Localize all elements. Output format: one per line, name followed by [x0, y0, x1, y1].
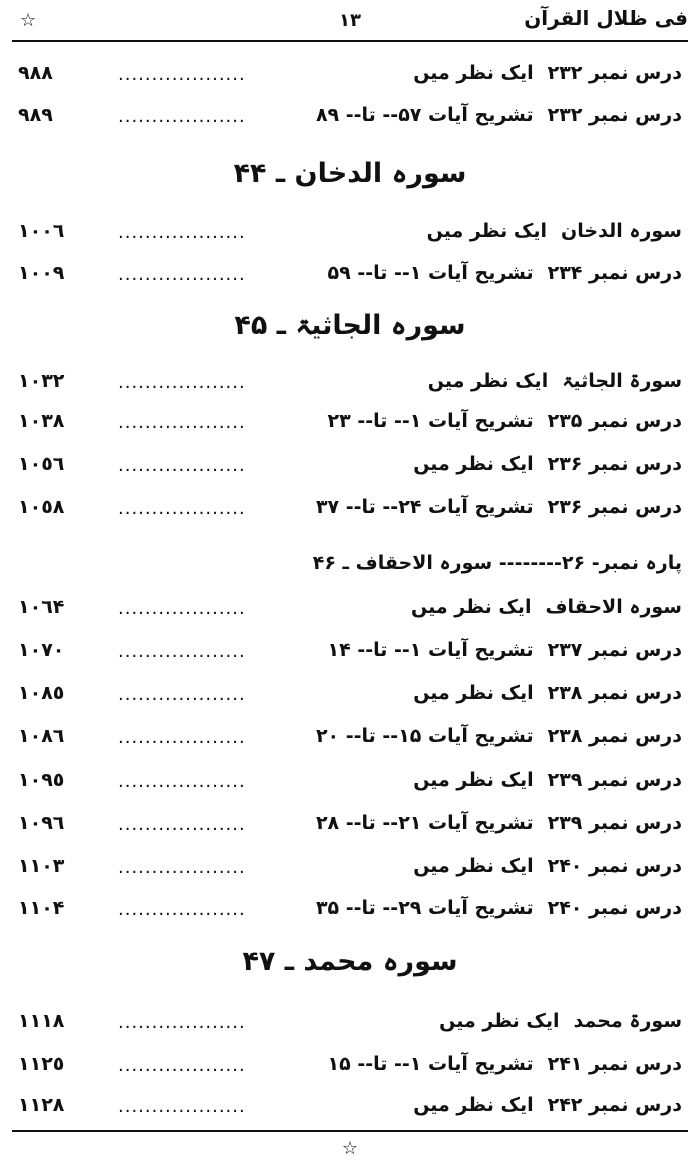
- lesson-topic: ایک نظر میں: [413, 453, 534, 475]
- lesson-topic: تشریح آیات ١-- تا-- ۵۹: [327, 262, 534, 284]
- dot-leader: ...................: [118, 1055, 246, 1076]
- lesson-label: درس نمبر ۲۳۸: [547, 682, 682, 704]
- toc-row: [18, 62, 682, 96]
- page-ref: ١٠٣٢: [18, 370, 65, 392]
- toc-row: [18, 453, 682, 487]
- lesson-label: درس نمبر ۲۴۲: [547, 1094, 682, 1116]
- page-ref: ١١٢٥: [18, 1053, 65, 1075]
- page-ref: ١٠٠٩: [18, 262, 65, 284]
- lesson-label: درس نمبر ۲۳۸: [547, 725, 682, 747]
- toc-row: [18, 1094, 682, 1128]
- toc-row: [18, 410, 682, 444]
- lesson-label: درس نمبر ۲۳۲: [547, 62, 682, 84]
- dot-leader: ...................: [118, 412, 246, 433]
- dot-leader: ...................: [118, 222, 246, 243]
- toc-row: [18, 262, 682, 296]
- lesson-label: درس نمبر ۲۴۱: [547, 1053, 682, 1075]
- lesson-topic: ایک نظر میں: [426, 220, 548, 242]
- dot-leader: ...................: [118, 498, 246, 519]
- page-ref: ١٠٠٦: [18, 220, 65, 242]
- toc-row: [18, 1053, 682, 1087]
- page-ref: ١٠٣٨: [18, 410, 65, 432]
- dot-leader: ...................: [118, 372, 246, 393]
- footer-rule: [12, 1130, 688, 1132]
- page-ref: ١٠٨٦: [18, 725, 65, 747]
- lesson-label: درس نمبر ۲۳۹: [547, 769, 682, 791]
- toc-row: [18, 855, 682, 889]
- star-icon: ☆: [341, 1138, 359, 1159]
- lesson-topic: ایک نظر میں: [413, 62, 534, 84]
- lesson-label: سورۃ الجاثیۃ: [562, 370, 682, 392]
- dot-leader: ...................: [118, 598, 246, 619]
- lesson-topic: ایک نظر میں: [413, 769, 534, 791]
- toc-row: [18, 639, 682, 673]
- dot-leader: ...................: [118, 1096, 246, 1117]
- lesson-label: درس نمبر ۲۳۲: [547, 104, 682, 126]
- header-rule: [12, 40, 688, 42]
- page-ref: ١١٢٨: [18, 1094, 65, 1116]
- toc-row: [18, 496, 682, 530]
- lesson-topic: تشریح آیات ۲۱-- تا-- ۲۸: [315, 812, 534, 834]
- page-ref: ١٠٩٦: [18, 812, 65, 834]
- lesson-label: سورۃ محمد: [573, 1010, 682, 1032]
- lesson-label: درس نمبر ۲۴۰: [547, 897, 682, 919]
- dot-leader: ...................: [118, 106, 246, 127]
- page-ref: ١٠٦۴: [18, 596, 65, 618]
- lesson-label: درس نمبر ۲۳۶: [547, 453, 682, 475]
- lesson-label: سورہ الاحقاف: [545, 596, 682, 618]
- toc-row: [18, 682, 682, 716]
- dot-leader: ...................: [118, 684, 246, 705]
- dot-leader: ...................: [118, 264, 246, 285]
- para-line: پارہ نمبر- ۲۶-------- سورہ الاحقاف ـ ۴۶: [312, 552, 682, 574]
- dot-leader: ...................: [118, 1012, 246, 1033]
- page-ref: ١٠٩٥: [18, 769, 65, 791]
- toc-row: [18, 769, 682, 803]
- dot-leader: ...................: [118, 814, 246, 835]
- lesson-label: درس نمبر ۲۳۵: [547, 410, 682, 432]
- lesson-topic: ایک نظر میں: [439, 1010, 560, 1032]
- lesson-topic: ایک نظر میں: [413, 682, 534, 704]
- toc-row: [18, 725, 682, 759]
- lesson-label: درس نمبر ۲۳۹: [547, 812, 682, 834]
- surah-heading: سورہ الجاثیۃ ـ ۴۵: [234, 310, 466, 341]
- page-ref: ٩٨٨: [18, 62, 53, 84]
- page-ref: ١٠٥٨: [18, 496, 65, 518]
- toc-row: [18, 897, 682, 931]
- dot-leader: ...................: [118, 64, 246, 85]
- page-ref: ١٠٨٥: [18, 682, 65, 704]
- lesson-topic: تشریح آیات ۲۹-- تا-- ۳۵: [315, 897, 534, 919]
- page-ref: ١١٠۴: [18, 897, 65, 919]
- dot-leader: ...................: [118, 641, 246, 662]
- lesson-topic: تشریح آیات ١-- تا-- ۱۵: [327, 1053, 534, 1075]
- lesson-label: درس نمبر ۲۴۰: [547, 855, 682, 877]
- surah-heading: سورہ الدخان ـ ۴۴: [233, 158, 467, 189]
- page-ref: ٩٨٩: [18, 104, 53, 126]
- toc-row: [18, 104, 682, 138]
- lesson-topic: تشریح آیات ١-- تا-- ۱۴: [327, 639, 534, 661]
- lesson-label: سورہ الدخان: [561, 220, 682, 242]
- dot-leader: ...................: [118, 771, 246, 792]
- toc-row: [18, 220, 682, 254]
- page-ref: ١١١٨: [18, 1010, 65, 1032]
- lesson-label: درس نمبر ۲۳۴: [547, 262, 682, 284]
- dot-leader: ...................: [118, 857, 246, 878]
- page-ref: ١١٠٣: [18, 855, 65, 877]
- lesson-label: درس نمبر ۲۳۷: [547, 639, 682, 661]
- lesson-topic: ایک نظر میں: [427, 370, 549, 392]
- toc-row: [18, 1010, 682, 1044]
- dot-leader: ...................: [118, 455, 246, 476]
- lesson-topic: ایک نظر میں: [411, 596, 532, 618]
- page-number: ١٣: [339, 10, 361, 31]
- star-icon: ☆: [20, 10, 37, 31]
- lesson-topic: تشریح آیات ١-- تا-- ۲۳: [327, 410, 534, 432]
- toc-row: [18, 812, 682, 846]
- lesson-label: درس نمبر ۲۳۶: [547, 496, 682, 518]
- dot-leader: ...................: [118, 727, 246, 748]
- lesson-topic: تشریح آیات ۱۵-- تا-- ۲۰: [315, 725, 534, 747]
- toc-row: [18, 370, 682, 404]
- lesson-topic: ایک نظر میں: [413, 1094, 534, 1116]
- toc-row: [18, 596, 682, 630]
- page-header: [12, 4, 688, 38]
- surah-heading: سورہ محمد ـ ۴۷: [242, 946, 458, 977]
- dot-leader: ...................: [118, 899, 246, 920]
- page-ref: ١٠٧٠: [18, 639, 65, 661]
- book-title: فی ظلال القرآن: [524, 6, 688, 30]
- lesson-topic: تشریح آیات ۲۴-- تا-- ۳۷: [315, 496, 534, 518]
- page-ref: ١٠٥٦: [18, 453, 65, 475]
- lesson-topic: ایک نظر میں: [413, 855, 534, 877]
- lesson-topic: تشریح آیات ۵۷-- تا-- ۸۹: [315, 104, 534, 126]
